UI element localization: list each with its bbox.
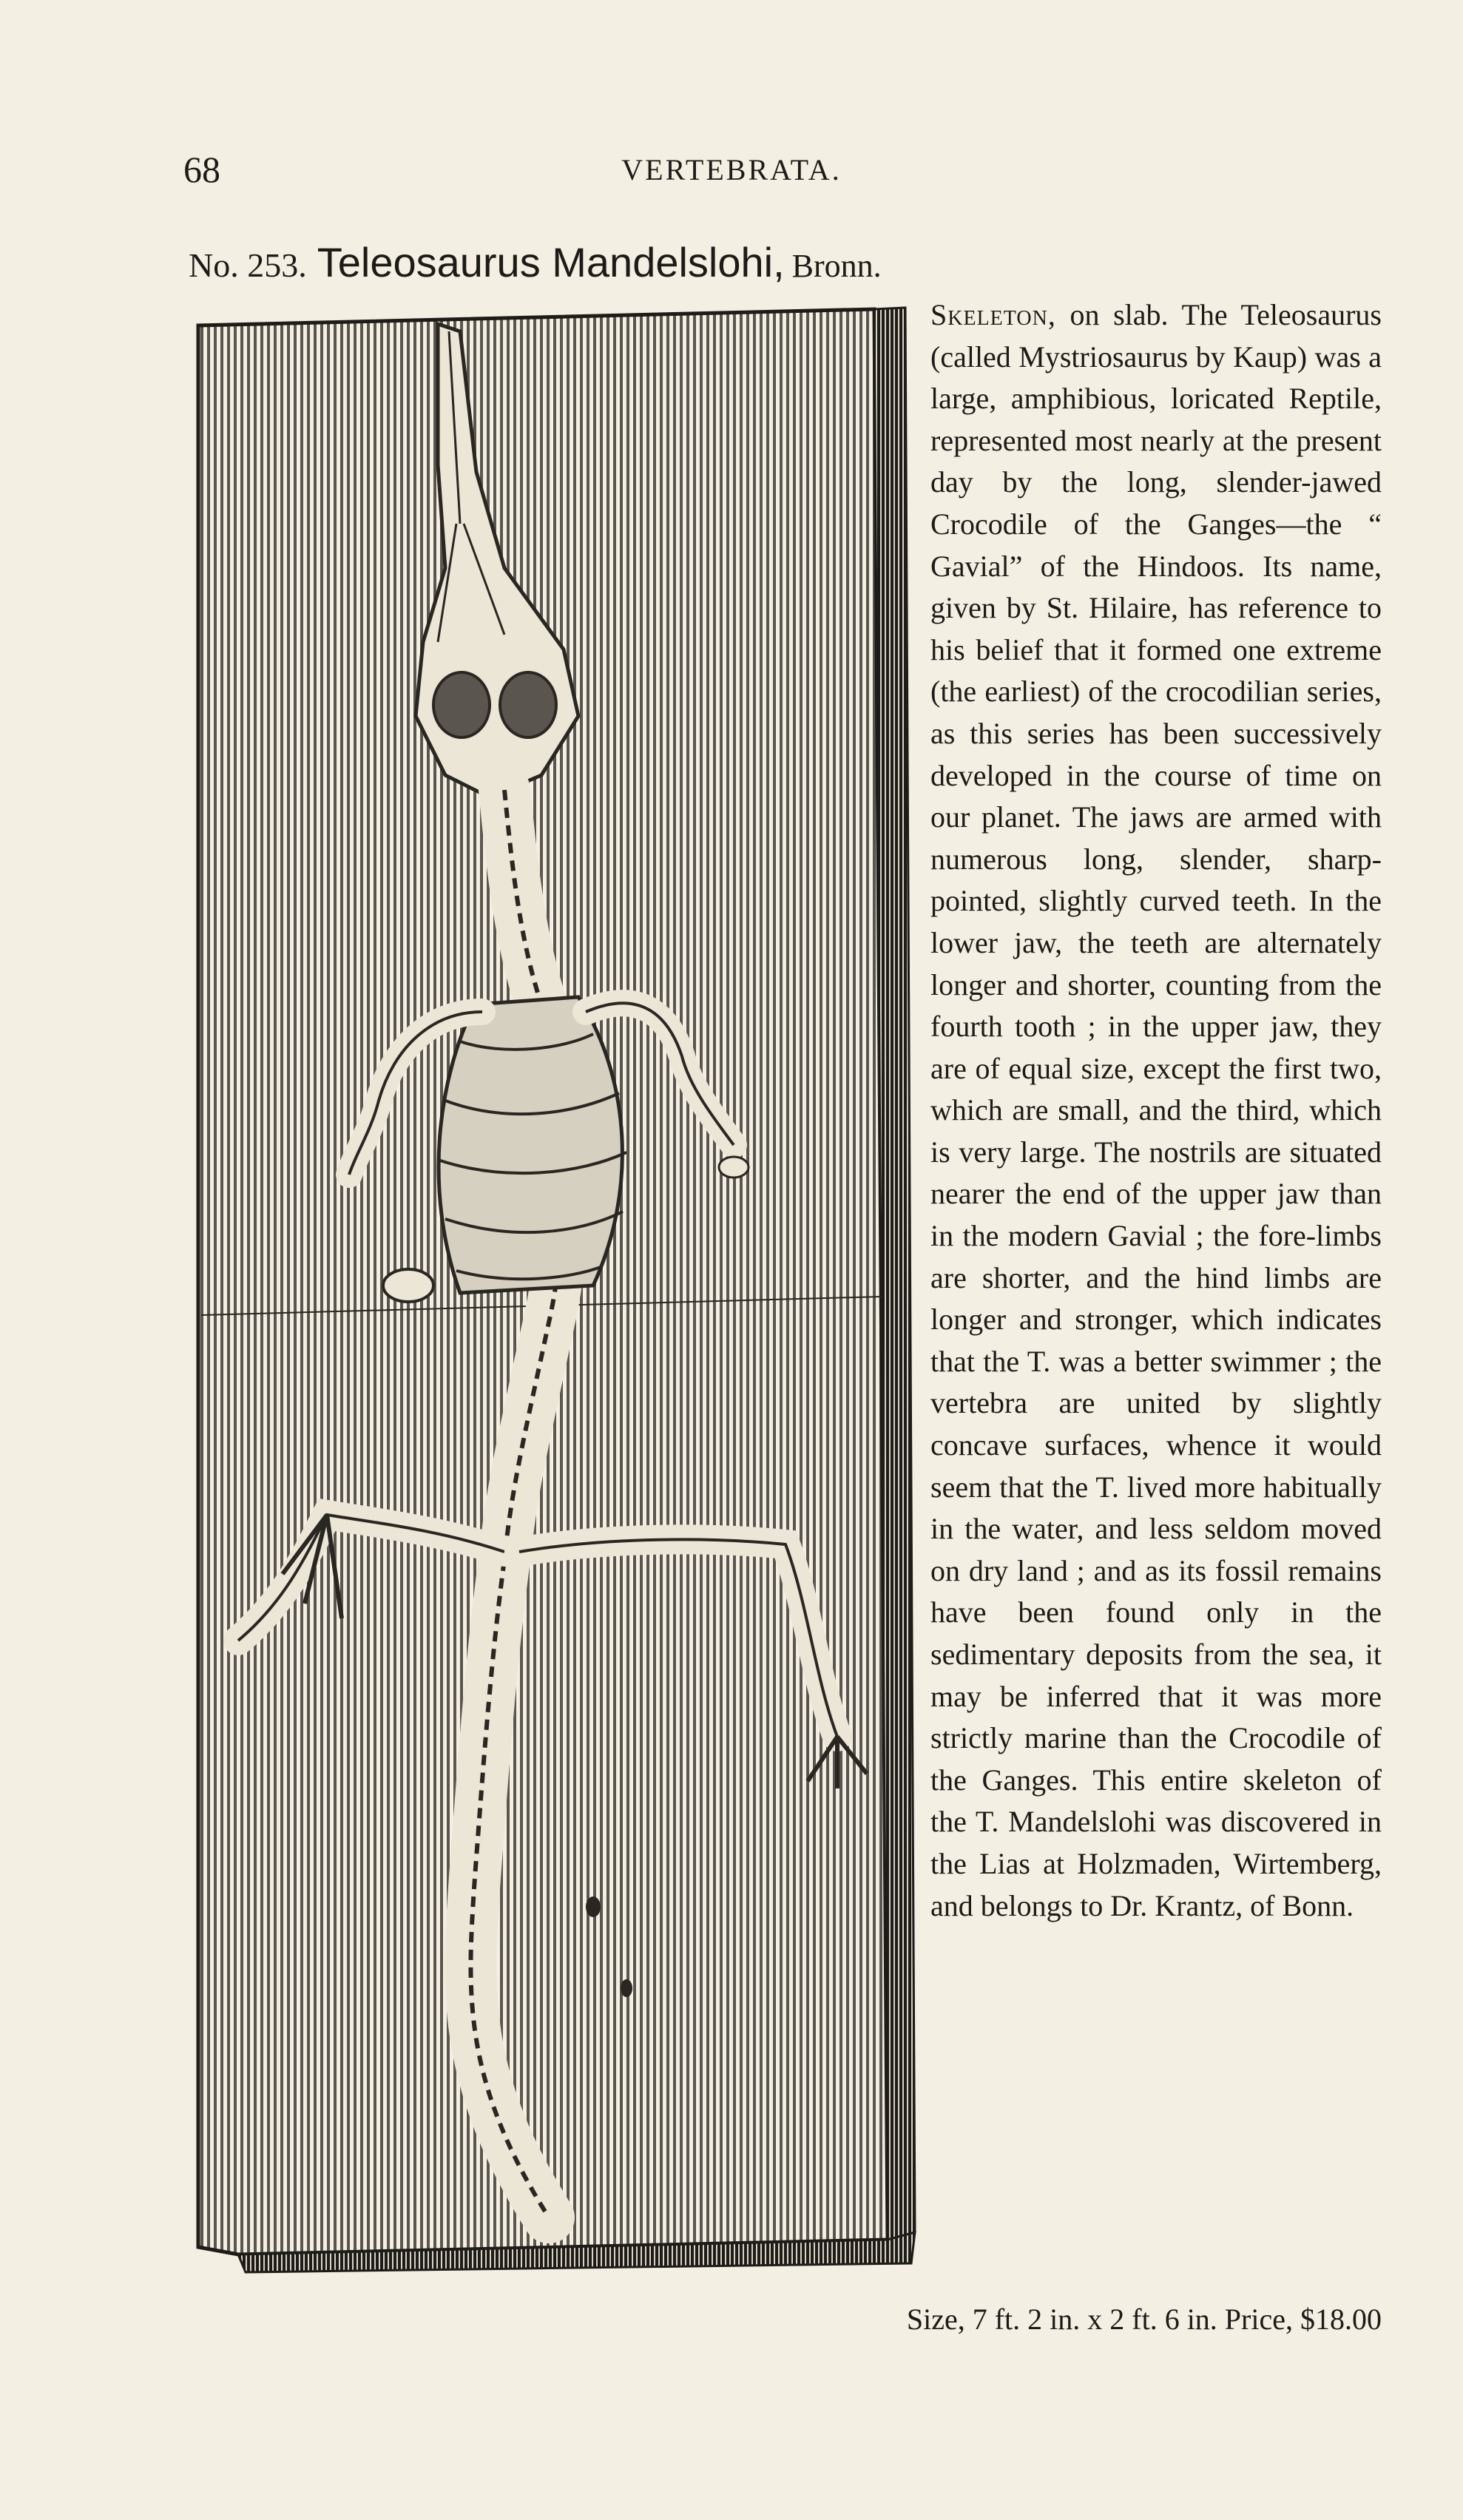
size-price-line: Size, 7 ft. 2 in. x 2 ft. 6 in. Price, $18.00 [906,2303,1382,2336]
entry-author: Bronn. [791,248,882,284]
fossil-skeleton-icon [194,302,933,2284]
fossil-skeleton-illustration [194,302,933,2284]
entry-heading [189,238,882,286]
page-number: 68 [183,149,220,190]
running-head: VERTEBRATA. [621,153,842,186]
entry-description [930,294,1382,1927]
entry-number: No. 253. [189,246,307,284]
rib-cage [439,997,622,1293]
entry-title: Teleosaurus Mandelslohi, [317,239,785,286]
description-body: on slab. The Teleosaurus (called Mystriosaurus by Kaup) was a large, amphibious, loricated Reptile, represented most nearly at the present day by the long, slender-jawed Crocodile of the Ganges—the “ Gavial” of the Hindoos. Its name, given by St. Hilaire, has reference to his belief that it formed one extreme (the earliest) of the crocodilian series, as this series has been successively developed in the course of time on our planet. The jaws are armed with numerous long, slender, sharp-pointed, slightly curved teeth. In the lower jaw, the teeth are alternately longer and shorter, counting from the fourth tooth ; in the upper jaw, they are of equal size, except the first two, which are small, and the third, which is very large. The nostrils are situated nearer the end of the upper jaw than in the modern Gavial ; the fore-limbs are shorter, and the hind limbs are longer and stronger, which indicates that the T. was a better swimmer ; the vertebra are united by slightly concave surfaces, whence it would seem that the T. lived more habitually in the water, and less seldom moved on dry land ; and as its fossil remains have been found only in the sedimentary deposits from the sea, it may be inferred that it was more strictly marine than the Crocodile of the Ganges. This entire skeleton of the T. Mandelslohi was discovered in the Lias at Holzmaden, Wirtemberg, and belongs to Dr. Krantz, of Bonn. [930,298,1382,1922]
description-lead: Skeleton, [930,298,1056,331]
